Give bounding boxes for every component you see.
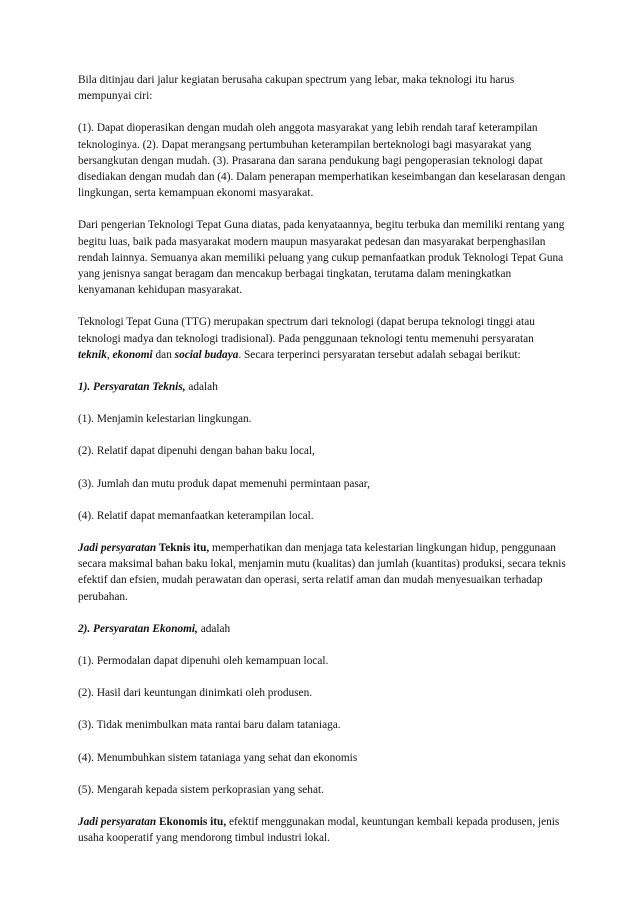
document-page [78, 72, 568, 863]
separator: dan [152, 348, 175, 361]
ttg-scope-paragraph: Dari pengerian Teknologi Tepat Guna diatas, pada kenyataannya, begitu terbuka dan memiliki rentang yang begitu luas, baik pada masyarakat modern maupun masyarakat pedesan dan masyarakat berpenghasilan rendah lainnya. Semuanya akan memiliki peluang yang cukup pemanfaatkan produk Teknologi Tepat Guna yang jenisnya sangat beragam dan mencakup berbagai tingkatan, terutama dalam meningkatkan kenyamanan kehidupan masyarakat. [78, 219, 565, 297]
teknis-heading [78, 379, 568, 395]
term-ekonomi: ekonomi [112, 348, 153, 361]
list-item: (5). Mengarah kepada sistem perkoprasian yang sehat. [78, 783, 324, 796]
summary-lead: Jadi persyaratan [78, 542, 157, 555]
teknis-summary [78, 540, 568, 605]
list-item: (2). Hasil dari keuntungan dinimkati oleh produsen. [78, 687, 313, 700]
ttg-definition-end: . Secara terperinci persyaratan tersebut adalah sebagai berikut: [238, 348, 521, 361]
criteria-paragraph: (1). Dapat dioperasikan dengan mudah oleh anggota masyarakat yang lebih rendah taraf keterampilan teknologinya. (2). Dapat merangsang pertumbuhan keterampilan berteknologi bagi masyarakat yang bersangkutan dengan mudah. (3). Prasarana dan sarana pendukung bagi pengoperasian teknologi dapat disediakan dengan mudah dan (4). Dalam penerapan memperhatikan keseimbangan dan keselarasan dengan lingkungan, serta kemampuan ekonomi masyarakat. [78, 122, 566, 200]
term-sosial-budaya: social budaya [174, 348, 239, 361]
teknis-heading-label: 1). Persyaratan Teknis, [78, 381, 186, 394]
ttg-definition-text: Teknologi Tepat Guna (TTG) merupakan spectrum dari teknologi (dapat berupa teknologi tinggi atau teknologi madya dan teknologi tradisional). Pada penggunaan teknologi tentu memenuhi persyaratan [78, 316, 535, 345]
list-item: (3). Tidak menimbulkan mata rantai baru dalam tataniaga. [78, 719, 341, 732]
intro-paragraph: Bila ditinjau dari jalur kegiatan berusaha cakupan spectrum yang lebar, maka teknologi itu harus mempunyai ciri: [78, 74, 515, 103]
summary-term: Ekonomis itu, [156, 816, 227, 829]
ekonomi-summary [78, 814, 568, 846]
separator: , [106, 348, 113, 361]
list-item: (4). Relatif dapat memanfaatkan keterampilan local. [78, 509, 314, 522]
ekonomi-heading-label: 2). Persyaratan Ekonomi, [78, 622, 198, 635]
ttg-definition-paragraph [78, 314, 568, 363]
list-item: (2). Relatif dapat dipenuhi dengan bahan baku local, [78, 445, 315, 458]
list-item: (1). Menjamin kelestarian lingkungan. [78, 413, 252, 426]
list-item: (1). Permodalan dapat dipenuhi oleh kemampuan local. [78, 655, 329, 668]
term-teknik: teknik [78, 348, 107, 361]
list-item: (4). Menumbuhkan sistem tataniaga yang sehat dan ekonomis [78, 751, 358, 764]
ekonomi-heading [78, 621, 568, 637]
teknis-heading-suffix: adalah [185, 381, 218, 394]
list-item: (3). Jumlah dan mutu produk dapat memenuhi permintaan pasar, [78, 477, 370, 490]
summary-text: memperhatikan dan menjaga tata kelestarian lingkungan hidup, penggunaan secara maksimal bahan baku lokal, menjamin mutu (kualitas) dan jumlah (kuantitas) produksi, secara teknis efektif dan efsien, mudah perawatan dan operasi, serta relatif aman dan mudah menyesuaikan terhadap perubahan. [78, 542, 566, 603]
summary-term: Teknis itu, [156, 542, 210, 555]
summary-text: efektif menggunakan modal, keuntungan kembali kepada produsen, jenis usaha kooperatif yang mendorong timbul industri lokal. [78, 816, 560, 845]
summary-lead: Jadi persyaratan [78, 816, 157, 829]
ekonomi-heading-suffix: adalah [197, 622, 231, 635]
